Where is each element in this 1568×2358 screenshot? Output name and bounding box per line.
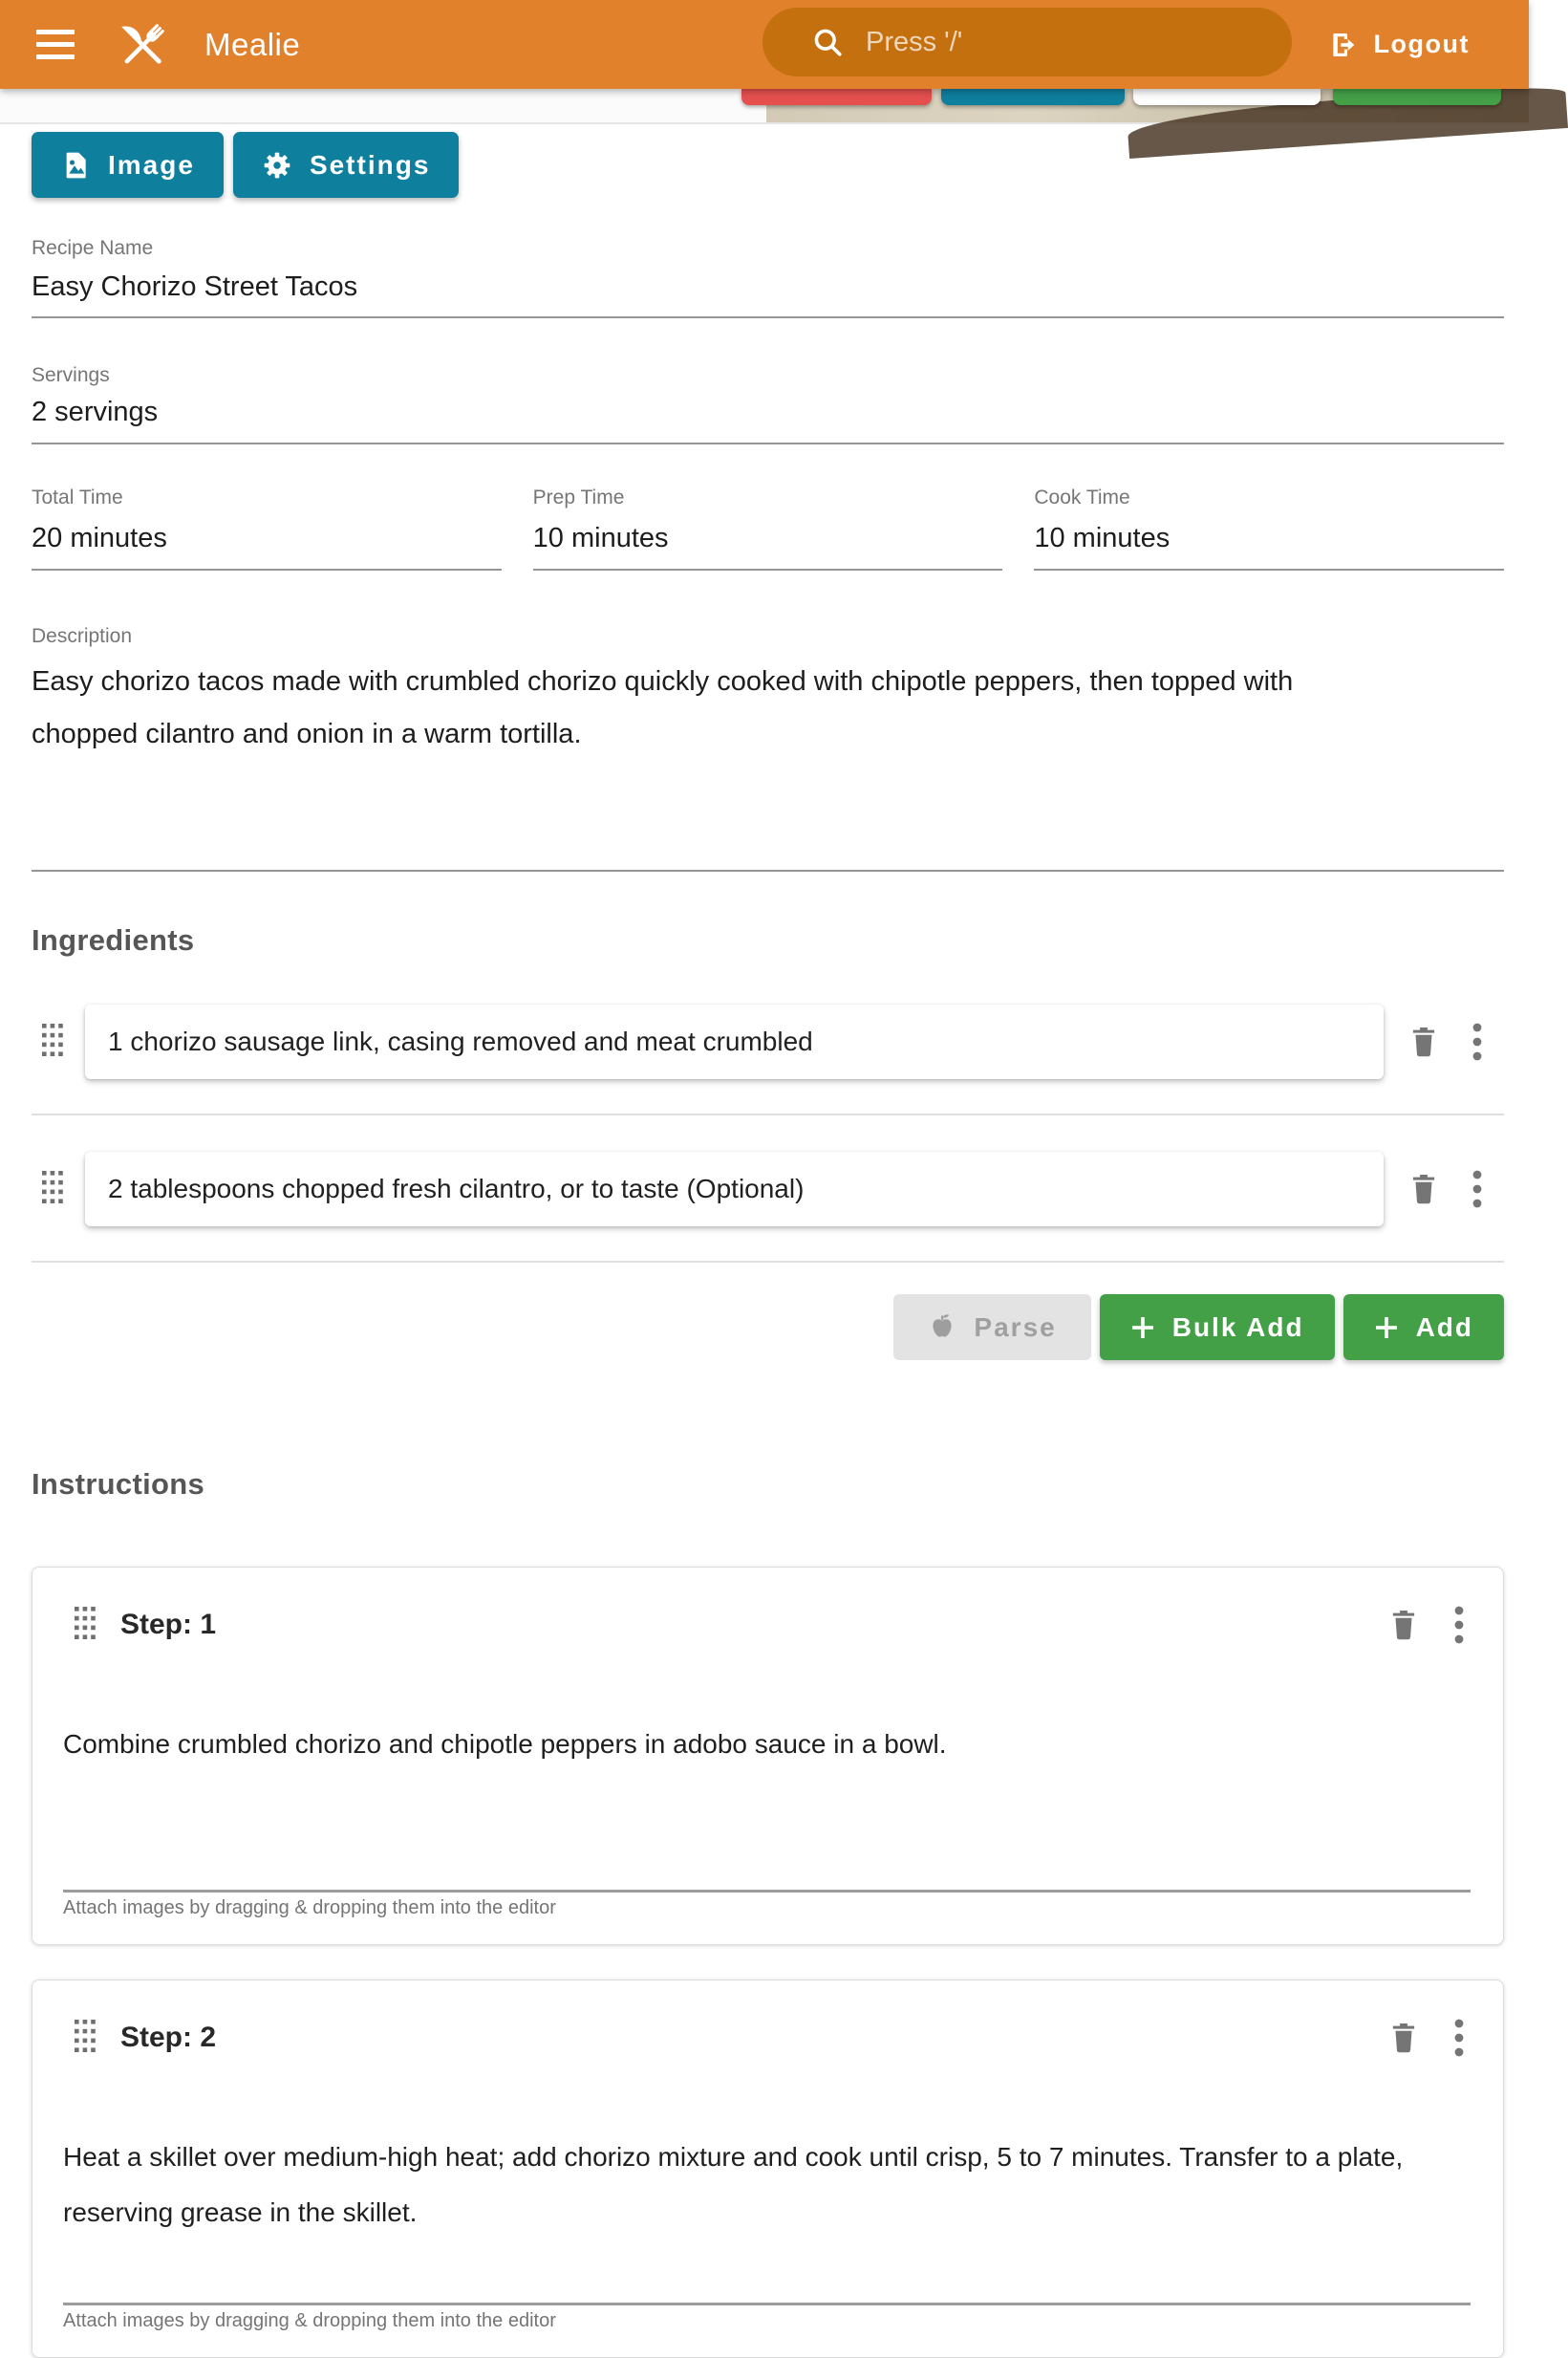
recipe-name-input[interactable]: Easy Chorizo Street Tacos bbox=[32, 271, 358, 302]
delete-step-button[interactable] bbox=[1388, 1609, 1419, 1641]
servings-field bbox=[32, 364, 1504, 444]
prep-time-field bbox=[533, 487, 1003, 571]
trash-icon bbox=[1408, 1026, 1439, 1058]
time-fields-row bbox=[32, 487, 1504, 571]
kebab-menu-icon bbox=[1471, 1168, 1483, 1210]
total-time-field bbox=[32, 487, 502, 571]
bulk-add-button[interactable] bbox=[1100, 1294, 1335, 1360]
delete-ingredient-button[interactable] bbox=[1408, 1026, 1439, 1058]
kebab-menu-icon bbox=[1453, 2017, 1465, 2059]
ingredient-input[interactable]: 2 tablespoons chopped fresh cilantro, or to taste (Optional) bbox=[85, 1152, 1384, 1226]
attach-images-hint: Attach images by dragging & dropping them into the editor bbox=[63, 1897, 556, 1918]
app-bar bbox=[0, 0, 1529, 89]
hero-delete-button-edge[interactable] bbox=[741, 89, 932, 105]
recipe-name-field bbox=[32, 237, 1504, 318]
trash-icon bbox=[1388, 1609, 1419, 1641]
prep-time-input[interactable]: 10 minutes bbox=[532, 523, 669, 553]
hero-save-button-edge[interactable] bbox=[1333, 89, 1501, 105]
apple-icon bbox=[928, 1312, 956, 1343]
step-menu-button[interactable] bbox=[1453, 1604, 1465, 1646]
cook-time-input[interactable]: 10 minutes bbox=[1034, 523, 1171, 553]
instruction-step-card bbox=[32, 1979, 1504, 2358]
total-time-label: Total Time bbox=[32, 487, 123, 508]
instruction-step-card bbox=[32, 1567, 1504, 1945]
recipe-name-label: Recipe Name bbox=[32, 237, 154, 259]
drag-handle-icon[interactable] bbox=[42, 1024, 65, 1060]
ingredient-divider bbox=[32, 1114, 1504, 1115]
ingredient-divider bbox=[32, 1261, 1504, 1263]
step-text-editor[interactable]: Heat a skillet over medium-high heat; add chorizo mixture and cook until crisp, 5 to 7 minutes. Transfer to a plate, reserving grease in the skillet. bbox=[63, 2142, 1404, 2227]
delete-step-button[interactable] bbox=[1388, 2022, 1419, 2054]
hero-teal-button-edge[interactable] bbox=[941, 89, 1125, 105]
editor-divider bbox=[63, 2303, 1471, 2305]
ingredient-row bbox=[32, 1005, 1504, 1079]
description-label: Description bbox=[32, 625, 133, 647]
logout-label: Logout bbox=[1373, 30, 1470, 58]
step-title: Step: 2 bbox=[120, 2022, 217, 2053]
trash-icon bbox=[1388, 2022, 1419, 2054]
hamburger-menu-button[interactable] bbox=[36, 30, 75, 59]
plus-icon bbox=[1130, 1315, 1155, 1340]
step-menu-button[interactable] bbox=[1453, 2017, 1465, 2059]
delete-ingredient-button[interactable] bbox=[1408, 1173, 1439, 1205]
drag-handle-icon[interactable] bbox=[75, 2020, 97, 2056]
logout-icon bbox=[1328, 30, 1359, 60]
add-ingredient-button[interactable] bbox=[1343, 1294, 1504, 1360]
settings-button-label: Settings bbox=[309, 149, 431, 180]
description-field bbox=[32, 625, 1504, 872]
parse-button[interactable] bbox=[893, 1294, 1090, 1360]
ingredient-menu-button[interactable] bbox=[1471, 1168, 1483, 1210]
servings-label: Servings bbox=[32, 364, 110, 386]
step-title: Step: 1 bbox=[120, 1609, 217, 1640]
kebab-menu-icon bbox=[1471, 1021, 1483, 1063]
trash-icon bbox=[1408, 1173, 1439, 1205]
settings-button[interactable] bbox=[233, 132, 459, 198]
step-header bbox=[75, 1602, 1471, 1648]
step-header bbox=[75, 2015, 1471, 2061]
search-icon bbox=[810, 25, 845, 59]
drag-handle-icon[interactable] bbox=[42, 1171, 65, 1207]
image-button-label: Image bbox=[108, 149, 195, 180]
attach-images-hint: Attach images by dragging & dropping them into the editor bbox=[63, 2310, 556, 2331]
instructions-heading: Instructions bbox=[32, 1467, 205, 1501]
step-text-editor[interactable]: Combine crumbled chorizo and chipotle peppers in adobo sauce in a bowl. bbox=[63, 1729, 947, 1759]
recipe-edit-form bbox=[0, 132, 1529, 2358]
file-image-icon bbox=[60, 150, 91, 181]
add-button-label: Add bbox=[1415, 1311, 1473, 1342]
ingredient-input[interactable]: 1 chorizo sausage link, casing removed and meat crumbled bbox=[85, 1005, 1384, 1079]
image-button[interactable] bbox=[32, 132, 224, 198]
bulk-add-button-label: Bulk Add bbox=[1171, 1311, 1304, 1342]
description-textarea[interactable]: Easy chorizo tacos made with crumbled chorizo quickly cooked with chipotle peppers, then topped with chopped cilantro and onion in a warm tortilla. bbox=[32, 666, 1294, 749]
ingredient-actions bbox=[32, 1294, 1504, 1360]
plus-icon bbox=[1374, 1315, 1399, 1340]
total-time-input[interactable]: 20 minutes bbox=[32, 523, 167, 553]
ingredient-row bbox=[32, 1152, 1504, 1226]
cook-time-field bbox=[1034, 487, 1504, 571]
kebab-menu-icon bbox=[1453, 1604, 1465, 1646]
app-title: Mealie bbox=[204, 27, 301, 62]
hero-white-button-edge[interactable] bbox=[1133, 89, 1321, 105]
prep-time-label: Prep Time bbox=[532, 487, 625, 508]
gear-icon bbox=[262, 150, 292, 181]
hero-strip bbox=[0, 89, 1529, 124]
servings-input[interactable]: 2 servings bbox=[32, 397, 159, 427]
parse-button-label: Parse bbox=[974, 1311, 1057, 1342]
mealie-logo-silverware-icon bbox=[111, 13, 174, 81]
logout-button[interactable] bbox=[1328, 0, 1470, 89]
search-input[interactable] bbox=[763, 8, 1292, 76]
cook-time-label: Cook Time bbox=[1034, 487, 1130, 508]
ingredients-heading: Ingredients bbox=[32, 923, 195, 957]
search-placeholder: Press '/' bbox=[866, 26, 963, 57]
ingredient-menu-button[interactable] bbox=[1471, 1021, 1483, 1063]
editor-divider bbox=[63, 1890, 1471, 1893]
drag-handle-icon[interactable] bbox=[75, 1607, 97, 1643]
